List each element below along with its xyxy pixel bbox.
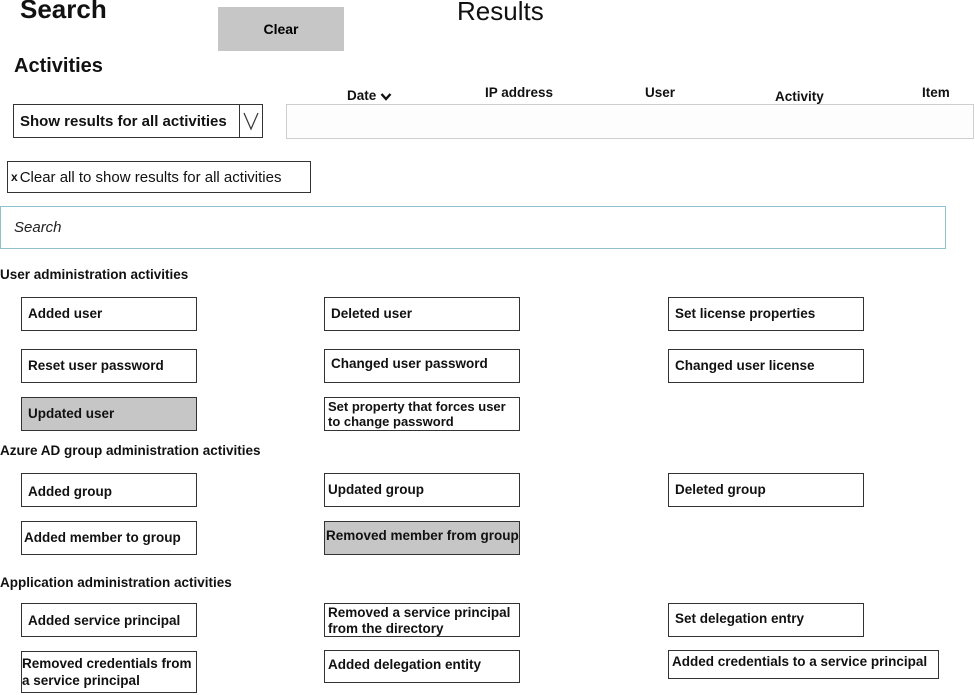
section-title-group-admin: Azure AD group administration activities [0,443,261,458]
activity-option[interactable]: Reset user password [21,349,197,383]
activity-option[interactable]: Updated group [324,473,520,507]
chevron-down-icon[interactable] [239,105,262,137]
activity-option[interactable]: Set license properties [668,297,864,331]
activity-option[interactable]: Removed a service principal from the directory [324,603,520,637]
activity-option[interactable]: Deleted group [668,473,864,507]
column-header-ip-address[interactable]: IP address [485,85,554,100]
clear-all-label: Clear all to show results for all activities [19,168,282,186]
activity-option[interactable]: Changed user license [668,349,864,383]
clear-button[interactable]: Clear [218,7,344,51]
results-table [286,104,974,139]
column-header-item[interactable]: Item [922,85,950,100]
activity-option[interactable]: Set delegation entry [668,603,864,637]
activity-option[interactable]: Deleted user [324,297,520,331]
column-header-date[interactable] [347,88,392,103]
close-icon: x [11,170,18,184]
section-title-application-admin: Application administration activities [0,575,232,590]
activities-dropdown[interactable] [13,104,263,138]
chevron-down-icon [380,92,392,101]
activity-option[interactable]: Added user [21,297,197,331]
search-input[interactable] [0,206,946,249]
results-heading: Results [457,0,544,26]
clear-all-button[interactable] [7,161,311,193]
dropdown-value: Show results for all activities [20,112,227,130]
activity-option[interactable]: Changed user password [324,349,520,383]
activities-heading: Activities [14,55,103,77]
column-header-activity[interactable]: Activity [775,89,824,104]
activity-option[interactable]: Set property that forces user to change password [324,397,520,431]
activity-option[interactable]: Added group [21,473,197,507]
section-title-user-admin: User administration activities [0,267,189,282]
activity-option-selected[interactable]: Removed member from group [324,521,520,555]
column-header-user[interactable]: User [645,85,676,100]
column-date-label: Date [347,88,377,103]
activity-option[interactable]: Added credentials to a service principal [668,650,939,679]
activity-option-selected[interactable]: Updated user [21,397,197,431]
search-heading: Search [20,0,107,24]
activity-option[interactable]: Removed credentials from a service principal [21,651,197,693]
activity-option[interactable]: Added delegation entity [324,650,520,683]
activity-option[interactable]: Added service principal [21,603,197,637]
activity-option[interactable]: Added member to group [21,521,197,555]
